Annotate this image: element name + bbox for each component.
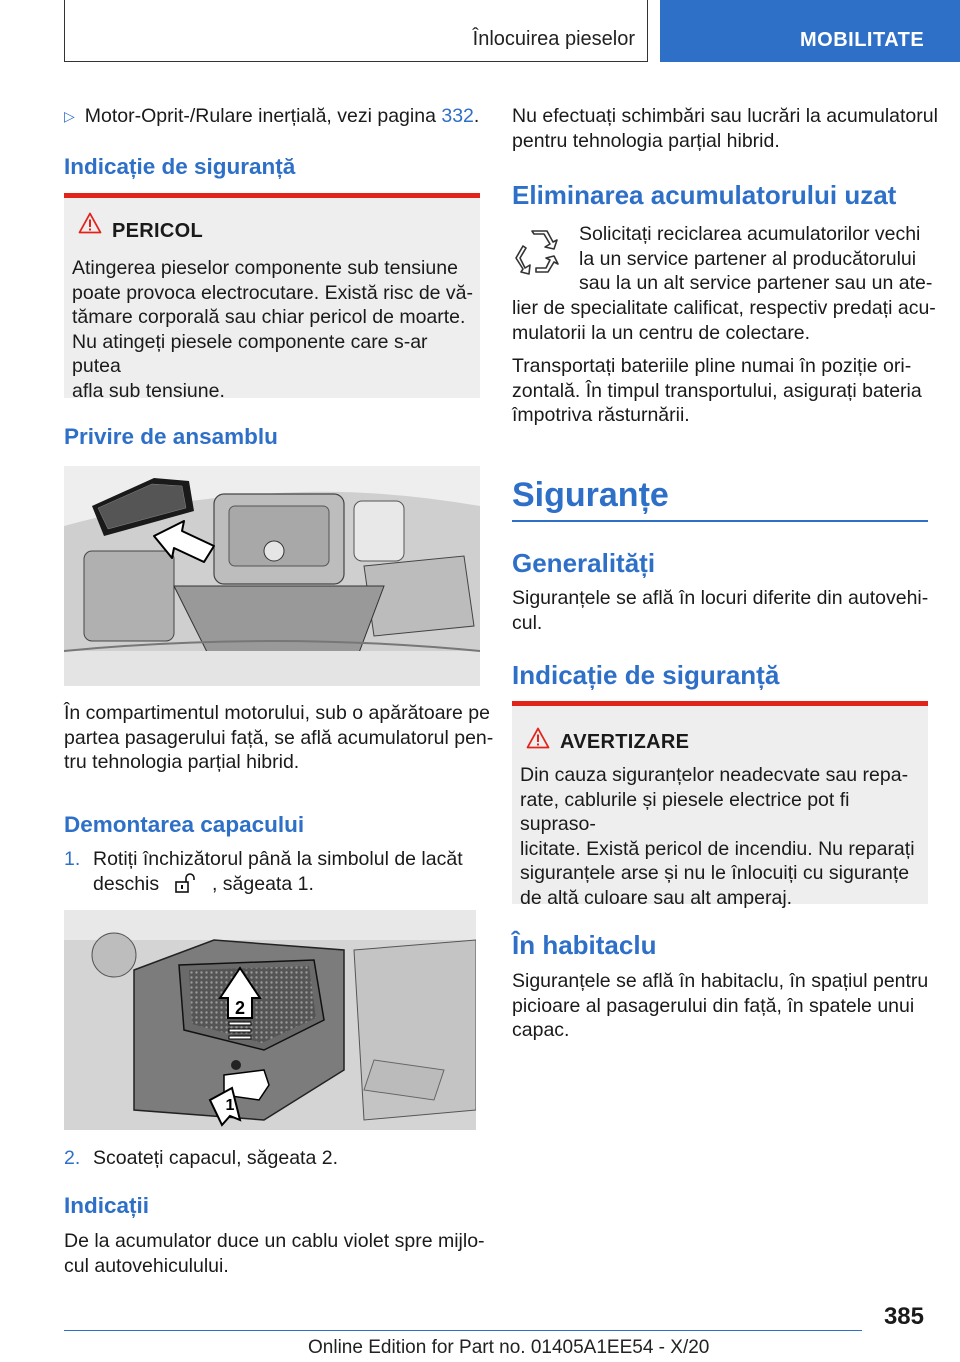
unlocked-padlock-icon [173,873,199,893]
safety-heading-right: Indicație de siguranță [512,660,780,690]
fuses-heading: Siguranțe [512,476,669,514]
header-chapter-label: MOBILITATE [800,29,925,51]
warning-title: AVERTIZARE [560,731,690,753]
general-heading: Generalități [512,548,656,578]
fuses-heading-rule [512,520,928,522]
danger-text: Atingerea pieselor componente sub tensiune poate provoca electrocutare. Există risc de vă- tămare corporală sau chiar pericol de moarte. Nu atingeți piesele componente care s-ar putea afla sub tensiune. [72,257,474,402]
engine-bay-illustration [64,466,480,686]
arrow-1-label: 1 [225,1097,235,1114]
warning-text: Din cauza siguranțelor neadecvate sau repa- rate, cablurile și piesele electrice pot fi supraso- licitate. Există pericol de incendiu. Nu reparați siguranțele arse și nu le înlocuiți cu siguranțe de altă culoare sau alt amperaj. [520,764,915,909]
footer-edition: Online Edition for Part no. 01405A1EE54 - X/20 [308,1337,710,1358]
warning-triangle-icon [78,212,102,234]
warning-box [512,701,928,909]
notes-heading: Indicații [64,1193,150,1218]
disposal-text-indented: Solicitați reciclarea acumulatorilor vechi la un service partener al producătorului sau la un alt service partener sau un ate- [579,223,933,294]
bullet-text: Motor-Oprit-/Rulare inerțială, vezi pagina [84,105,442,127]
step-1-number: 1. [64,848,81,870]
battery-cover-photo [64,910,476,1130]
disposal-heading: Eliminarea acumulatorului uzat [512,180,897,210]
removal-heading: Demontarea capacului [64,812,305,837]
warning-red-bar [512,701,928,706]
header-section-title: Înlocuirea pieselor [472,28,635,50]
disposal-text-full: lier de specialitate calificat, respectiv predați acu- mulatorii la un centru de colectare. [512,297,936,344]
engine-bay-photo [64,466,480,686]
step-2-text: Scoateți capacul, săgeata 2. [93,1147,338,1169]
header-section-box [64,0,648,62]
footer-rule [64,1330,862,1331]
intro-text: Nu efectuați schimbări sau lucrări la acumulatorul pentru tehnologia parțial hibrid. [512,105,938,152]
bullet-item: ▷ Motor-Oprit-/Rulare inerțială, vezi pagina 332. [64,105,480,127]
step-2-number: 2. [64,1147,81,1169]
interior-heading: În habitaclu [512,930,657,960]
battery-cover-illustration [64,910,476,1130]
step-1-text: Rotiți închizătorul până la simbolul de lacăt deschis , săgeata 1. [93,848,463,895]
header-chapter-tab[interactable] [660,0,960,62]
danger-title: PERICOL [112,220,203,242]
page-number: 385 [883,1303,924,1330]
step-1 [64,847,80,872]
recycling-icon [514,228,564,278]
overview-text: În compartimentul motorului, sub o apărătoare pe partea pasagerului față, se află acumulatorul pen- tru tehnologia parțial hibrid. [64,702,494,773]
warning-triangle-icon [526,727,550,749]
danger-box [64,193,480,402]
page-link[interactable]: 332 [441,105,474,127]
overview-heading: Privire de ansamblu [64,424,278,449]
interior-text: Siguranțele se află în habitaclu, în spațiul pentru picioare al pasagerului din față, în spatele unui capac. [512,970,929,1041]
step-2 [64,1146,80,1171]
safety-heading-left: Indicație de siguranță [64,154,296,179]
notes-text: De la acumulator duce un cablu violet spre mijlo- cul autovehiculului. [64,1230,485,1277]
bullet-triangle-icon: ▷ [64,108,75,124]
arrow-2-label: 2 [234,998,246,1018]
transport-text: Transportați bateriile pline numai în poziție ori- zontală. În timpul transportului, asigurați bateria împotriva răsturnării. [512,355,922,426]
danger-red-bar [64,193,480,198]
general-text: Siguranțele se află în locuri diferite din autovehi- cul. [512,587,929,634]
